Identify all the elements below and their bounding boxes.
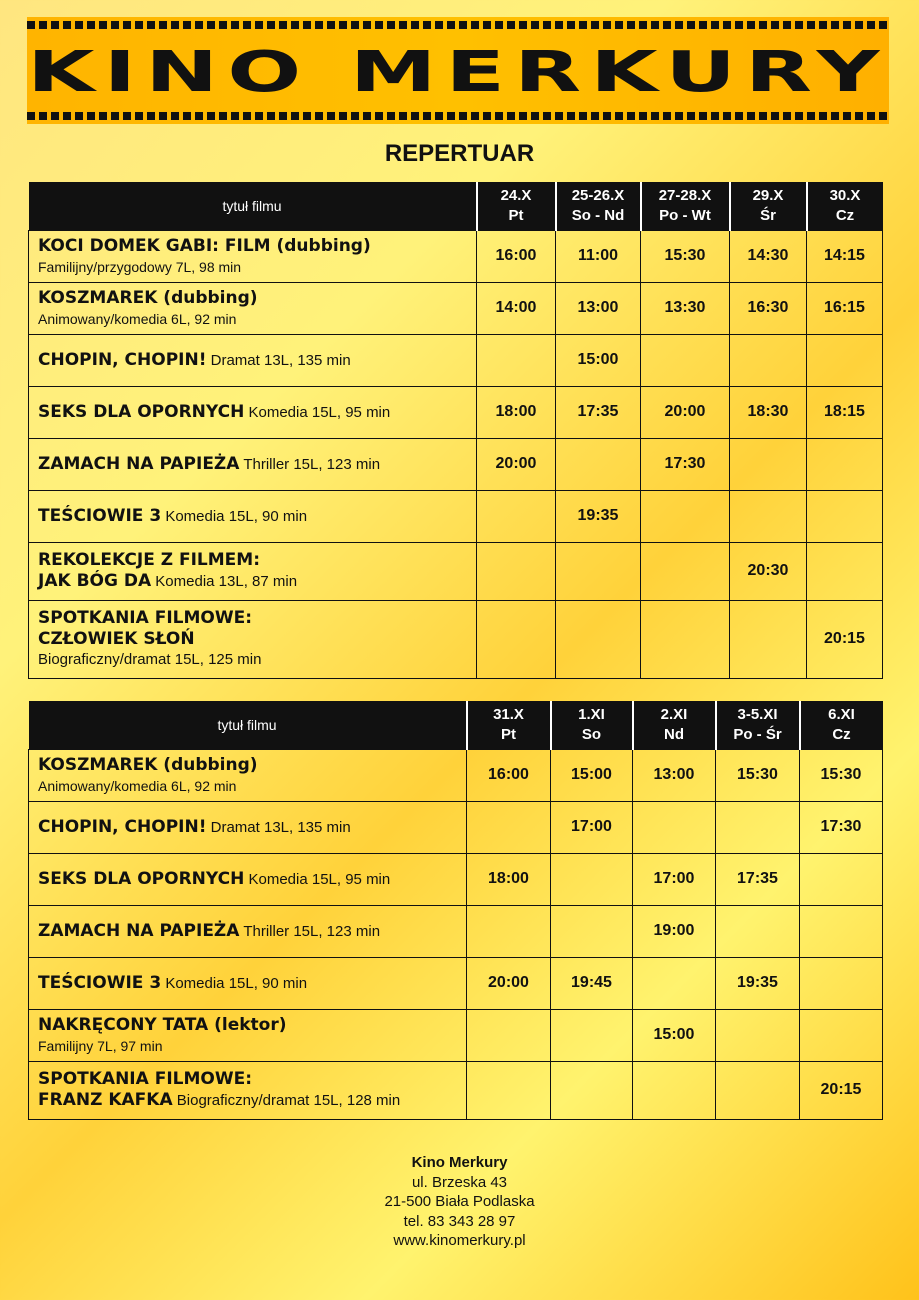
film-cell: ZAMACH NA PAPIEŻA Thriller 15L, 123 min (29, 905, 467, 957)
showtime: 14:00 (477, 282, 556, 334)
showtime: 15:30 (641, 230, 730, 282)
showtime: 15:00 (556, 334, 641, 386)
showtime (641, 600, 730, 678)
showtime (556, 600, 641, 678)
day-header: 1.XI So (551, 701, 633, 749)
film-cell: SPOTKANIA FILMOWE: FRANZ KAFKA Biograficzny/dramat 15L, 128 min (29, 1061, 467, 1119)
showtime (800, 957, 883, 1009)
showtime: 15:30 (716, 749, 800, 801)
film-title-header: tytuł filmu (29, 182, 477, 230)
showtime: 20:30 (730, 542, 807, 600)
showtime: 14:30 (730, 230, 807, 282)
showtime: 20:15 (807, 600, 883, 678)
table-header-row (29, 701, 883, 749)
day-header: 30.X Cz (807, 182, 883, 230)
film-cell: SPOTKANIA FILMOWE: CZŁOWIEK SŁOŃ Biograficzny/dramat 15L, 125 min (29, 600, 477, 678)
footer-phone: tel. 83 343 28 97 (403, 1212, 516, 1230)
film-cell: REKOLEKCJE Z FILMEM: JAK BÓG DA Komedia 13L, 87 min (29, 542, 477, 600)
table-row (29, 438, 883, 490)
showtime (800, 1009, 883, 1061)
showtime (641, 334, 730, 386)
showtime (477, 490, 556, 542)
table-row (29, 905, 883, 957)
showtime (807, 490, 883, 542)
showtime (716, 1061, 800, 1119)
showtime: 15:00 (551, 749, 633, 801)
table-row (29, 386, 883, 438)
day-header: 31.X Pt (467, 701, 551, 749)
showtime (551, 1061, 633, 1119)
showtime (556, 438, 641, 490)
showtime: 16:15 (807, 282, 883, 334)
film-strip-bottom (27, 112, 889, 120)
showtime (467, 801, 551, 853)
showtime (556, 542, 641, 600)
footer-city: 21-500 Biała Podlaska (384, 1193, 535, 1210)
table-row (29, 853, 883, 905)
showtime: 19:35 (556, 490, 641, 542)
showtime (477, 334, 556, 386)
showtime (800, 853, 883, 905)
table-row (29, 282, 883, 334)
film-cell: CHOPIN, CHOPIN! Dramat 13L, 135 min (29, 801, 467, 853)
film-cell: SEKS DLA OPORNYCH Komedia 15L, 95 min (29, 853, 467, 905)
showtime (477, 542, 556, 600)
showtime: 18:30 (730, 386, 807, 438)
film-cell: KOCI DOMEK GABI: FILM (dubbing) Familijny/przygodowy 7L, 98 min (29, 230, 477, 282)
showtime (551, 905, 633, 957)
showtime: 18:00 (477, 386, 556, 438)
day-header: 25-26.X So - Nd (556, 182, 641, 230)
footer-website-link[interactable]: www.kinomerkury.pl (393, 1232, 526, 1249)
showtime: 17:35 (716, 853, 800, 905)
table-row (29, 1009, 883, 1061)
schedule-table-1 (28, 182, 883, 679)
day-header: 6.XI Cz (800, 701, 883, 749)
film-cell: SEKS DLA OPORNYCH Komedia 15L, 95 min (29, 386, 477, 438)
showtime: 20:00 (477, 438, 556, 490)
page-title: REPERTUAR (384, 140, 535, 167)
showtime (730, 438, 807, 490)
film-cell: NAKRĘCONY TATA (lektor) Familijny 7L, 97 min (29, 1009, 467, 1061)
showtime (641, 490, 730, 542)
film-title-header: tytuł filmu (29, 701, 467, 749)
showtime (477, 600, 556, 678)
day-header: 24.X Pt (477, 182, 556, 230)
showtime: 13:30 (641, 282, 730, 334)
film-cell: KOSZMAREK (dubbing) Animowany/komedia 6L, 92 min (29, 282, 477, 334)
film-cell: TEŚCIOWIE 3 Komedia 15L, 90 min (29, 957, 467, 1009)
contact-footer (0, 1153, 919, 1251)
showtime (467, 1061, 551, 1119)
day-header: 3-5.XI Po - Śr (716, 701, 800, 749)
showtime (807, 542, 883, 600)
film-cell: TEŚCIOWIE 3 Komedia 15L, 90 min (29, 490, 477, 542)
showtime (641, 542, 730, 600)
showtime (800, 905, 883, 957)
schedule-table-2 (28, 701, 883, 1120)
showtime (730, 490, 807, 542)
showtime (807, 334, 883, 386)
header-banner (27, 17, 889, 124)
showtime: 20:15 (800, 1061, 883, 1119)
showtime: 11:00 (556, 230, 641, 282)
showtime: 17:30 (641, 438, 730, 490)
table-row (29, 542, 883, 600)
day-header: 27-28.X Po - Wt (641, 182, 730, 230)
showtime: 17:00 (551, 801, 633, 853)
showtime: 13:00 (633, 749, 716, 801)
table-row (29, 334, 883, 386)
showtime (467, 905, 551, 957)
table-row (29, 490, 883, 542)
film-strip-top (27, 21, 889, 29)
showtime: 14:15 (807, 230, 883, 282)
showtime (716, 905, 800, 957)
table-row (29, 957, 883, 1009)
showtime: 17:35 (556, 386, 641, 438)
showtime: 18:15 (807, 386, 883, 438)
cinema-title: KINO MERKURY (27, 40, 889, 105)
showtime (633, 957, 716, 1009)
showtime (551, 853, 633, 905)
showtime: 17:00 (633, 853, 716, 905)
showtime: 17:30 (800, 801, 883, 853)
showtime (551, 1009, 633, 1061)
table-row (29, 230, 883, 282)
showtime: 19:45 (551, 957, 633, 1009)
table-row (29, 801, 883, 853)
showtime (807, 438, 883, 490)
table-header-row (29, 182, 883, 230)
showtime: 15:30 (800, 749, 883, 801)
table-row (29, 1061, 883, 1119)
showtime (716, 801, 800, 853)
showtime (633, 801, 716, 853)
showtime: 18:00 (467, 853, 551, 905)
day-header: 29.X Śr (730, 182, 807, 230)
film-cell: KOSZMAREK (dubbing) Animowany/komedia 6L, 92 min (29, 749, 467, 801)
showtime (467, 1009, 551, 1061)
footer-street: ul. Brzeska 43 (411, 1173, 508, 1191)
showtime: 16:00 (467, 749, 551, 801)
showtime (716, 1009, 800, 1061)
day-header: 2.XI Nd (633, 701, 716, 749)
showtime: 13:00 (556, 282, 641, 334)
showtime: 15:00 (633, 1009, 716, 1061)
film-cell: ZAMACH NA PAPIEŻA Thriller 15L, 123 min (29, 438, 477, 490)
showtime: 20:00 (641, 386, 730, 438)
footer-name: Kino Merkury (411, 1154, 508, 1171)
showtime: 19:35 (716, 957, 800, 1009)
table-row (29, 749, 883, 801)
table-row (29, 600, 883, 678)
showtime (730, 600, 807, 678)
film-cell: CHOPIN, CHOPIN! Dramat 13L, 135 min (29, 334, 477, 386)
showtime (633, 1061, 716, 1119)
showtime (730, 334, 807, 386)
showtime: 16:00 (477, 230, 556, 282)
showtime: 16:30 (730, 282, 807, 334)
showtime: 20:00 (467, 957, 551, 1009)
showtime: 19:00 (633, 905, 716, 957)
